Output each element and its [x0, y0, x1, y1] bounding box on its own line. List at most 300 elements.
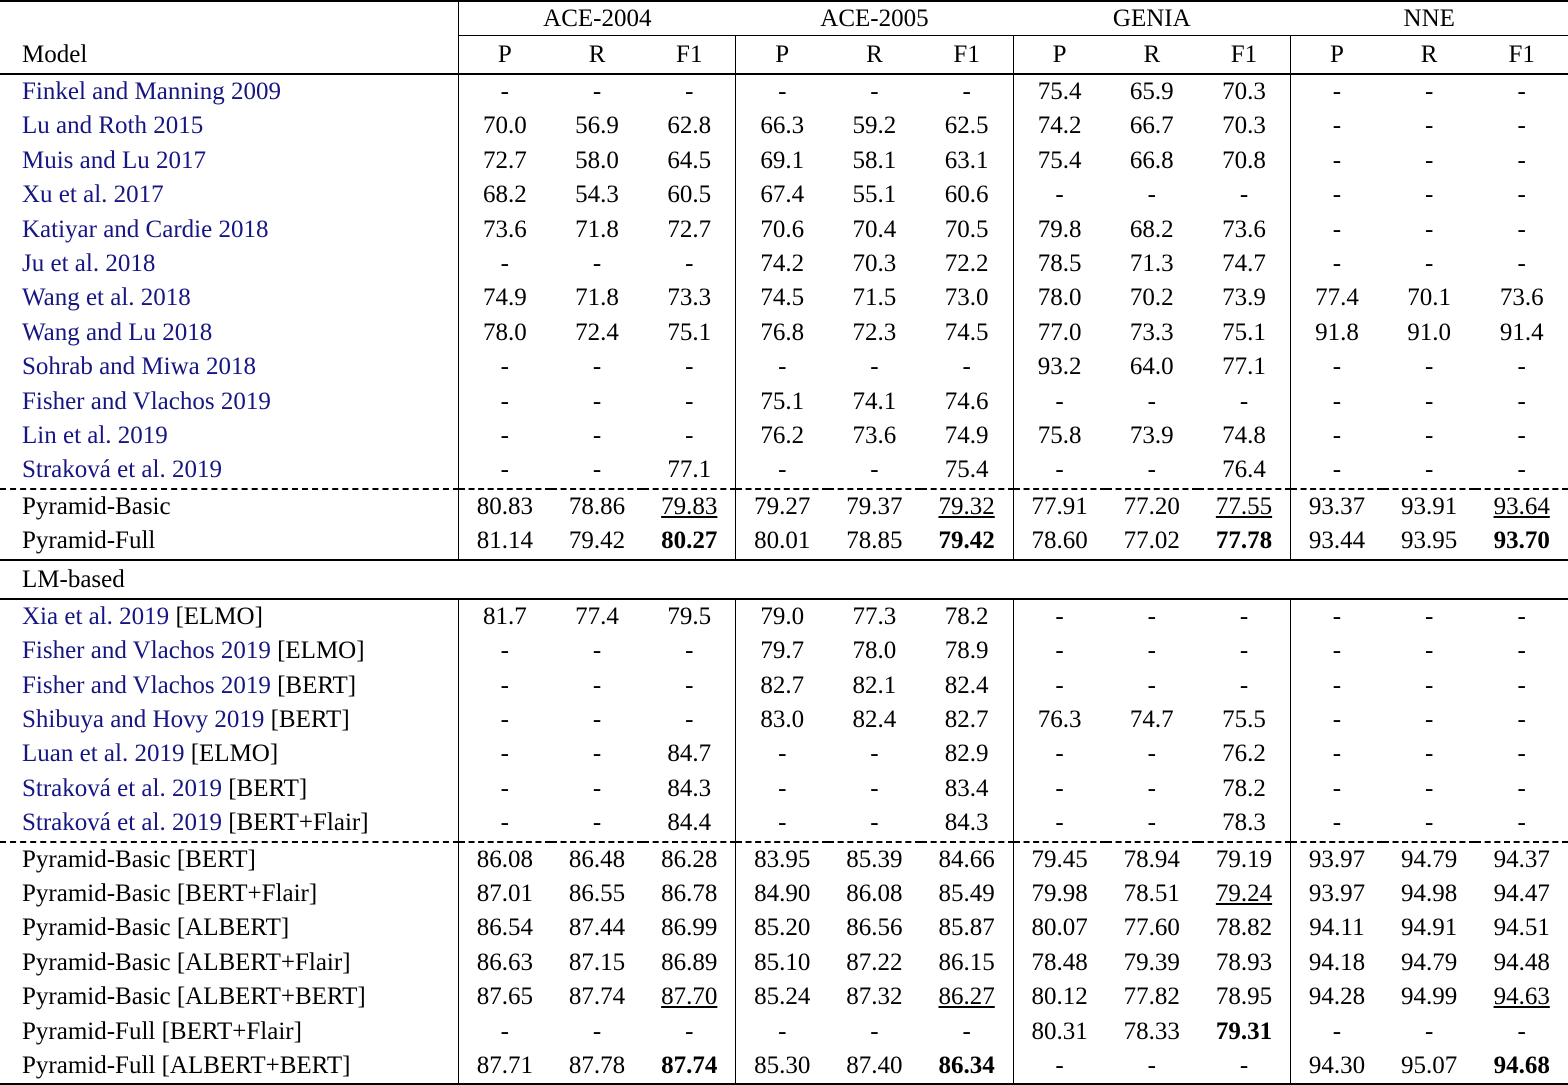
row-model-label: [0, 247, 458, 281]
metric-cell: -: [1517, 181, 1526, 209]
metric-cell: 85.20: [736, 911, 828, 945]
model-name: Ju et al. 2018: [22, 250, 156, 278]
metric-cell: 66.7: [1129, 112, 1174, 140]
metric-cell: -: [592, 740, 602, 768]
metric-cell: 94.30: [1290, 1049, 1382, 1084]
metric-cell: 82.9: [944, 740, 989, 768]
column-header-genia-p: P: [1013, 36, 1105, 75]
metric-cell: -: [736, 453, 828, 488]
table-row: [0, 1015, 1568, 1049]
metric-cell: 73.6: [458, 213, 550, 247]
metric-cell: -: [870, 809, 879, 837]
metric-cell: 79.45: [1013, 842, 1105, 877]
model-embedding-tag: [BERT+Flair]: [221, 809, 369, 837]
row-model-label: [0, 489, 458, 524]
metric-cell: -: [1517, 215, 1526, 243]
metric-cell: 85.10: [736, 946, 828, 980]
model-embedding-tag: [ELMO]: [184, 740, 279, 768]
metric-cell: 86.89: [661, 948, 718, 976]
metric-cell: 80.31: [1013, 1015, 1105, 1049]
metric-cell: -: [1424, 671, 1434, 699]
metric-cell: 76.3: [1013, 703, 1105, 737]
metric-cell: [1198, 877, 1290, 911]
metric-cell: -: [1106, 1049, 1198, 1084]
metric-cell: 87.40: [828, 1049, 920, 1084]
metric-cell: [1475, 980, 1568, 1014]
best-value: 80.27: [661, 527, 718, 555]
metric-cell: 87.65: [458, 980, 550, 1014]
metric-cell: 79.19: [1198, 842, 1290, 877]
metric-cell: -: [592, 78, 602, 105]
metric-cell: 85.39: [828, 842, 920, 877]
metric-cell: 62.8: [667, 112, 712, 140]
best-value: 87.74: [661, 1051, 718, 1079]
metric-cell: 87.32: [846, 983, 903, 1011]
row-model-label: [0, 281, 458, 315]
table-row: [0, 946, 1568, 980]
model-embedding-tag: [BERT]: [221, 774, 308, 802]
best-value: 79.42: [938, 527, 995, 555]
metric-cell: 77.1: [1222, 353, 1266, 381]
table-row: [0, 281, 1568, 315]
metric-cell: 64.0: [1129, 353, 1174, 381]
metric-cell: -: [1147, 602, 1156, 630]
metric-cell: -: [1147, 181, 1156, 209]
metric-cell: 82.4: [852, 705, 897, 733]
row-model-label: [0, 946, 458, 980]
metric-cell: -: [1517, 387, 1526, 415]
second-best-value: 93.64: [1493, 492, 1550, 520]
metric-cell: 72.7: [667, 215, 712, 243]
metric-cell: 86.08: [458, 842, 550, 877]
metric-cell: 77.1: [667, 456, 712, 484]
section-header-row: [0, 560, 1568, 599]
metric-cell: 78.51: [1123, 879, 1180, 907]
metric-cell: 79.37: [828, 489, 920, 524]
column-header-ace2004-r: R: [551, 36, 643, 75]
metric-cell: 79.8: [1013, 213, 1105, 247]
metric-cell: -: [458, 453, 550, 488]
metric-cell: 67.4: [736, 178, 828, 212]
metric-cell: 78.0: [852, 637, 897, 665]
metric-cell: -: [1013, 385, 1105, 419]
row-model-label: [0, 806, 458, 841]
metric-cell: 86.48: [551, 842, 643, 877]
metric-cell: 59.2: [852, 112, 897, 140]
metric-cell: 75.5: [1222, 705, 1266, 733]
metric-cell: 74.5: [736, 281, 828, 315]
metric-cell: -: [1198, 1049, 1290, 1084]
metric-cell: -: [1239, 387, 1249, 415]
metric-cell: -: [1290, 178, 1382, 212]
metric-cell: -: [962, 353, 971, 381]
metric-cell: -: [458, 737, 550, 771]
metric-cell: 77.60: [1123, 914, 1180, 942]
metric-cell: 77.91: [1013, 489, 1105, 524]
metric-cell: 71.8: [575, 284, 619, 312]
metric-cell: -: [592, 705, 602, 733]
group-header-ace-2004: ACE-2004: [458, 1, 735, 36]
metric-cell: [1198, 1015, 1290, 1049]
metric-cell: -: [592, 422, 602, 450]
metric-cell: 86.99: [661, 914, 718, 942]
metric-cell: 78.2: [1222, 774, 1266, 802]
row-model-label: [0, 1049, 458, 1084]
row-model-label: [0, 703, 458, 737]
metric-cell: 62.5: [944, 112, 989, 140]
metric-cell: -: [1517, 112, 1526, 140]
model-name: Shibuya and Hovy 2019: [22, 705, 265, 733]
metric-cell: -: [736, 737, 828, 771]
table-row: [0, 877, 1568, 911]
metric-cell: 86.28: [643, 842, 735, 877]
metric-cell: -: [1424, 146, 1434, 174]
group-header-spacer: [0, 1, 458, 36]
metric-cell: 87.22: [846, 948, 903, 976]
metric-cell: 94.99: [1401, 983, 1458, 1011]
metric-cell: 70.3: [1222, 112, 1266, 140]
metric-cell: -: [1147, 774, 1156, 802]
metric-cell: -: [1147, 671, 1156, 699]
metric-cell: 70.1: [1407, 284, 1452, 312]
table-row: [0, 178, 1568, 212]
metric-cell: -: [1013, 669, 1105, 703]
metric-cell: 87.44: [568, 914, 626, 942]
metric-cell: 79.98: [1013, 877, 1105, 911]
model-name: Sohrab and Miwa 2018: [22, 353, 256, 381]
model-name: Wang and Lu 2018: [22, 318, 213, 346]
metric-cell: [921, 489, 1013, 524]
metric-cell: -: [1290, 1015, 1382, 1049]
metric-cell: -: [1290, 419, 1382, 453]
metric-cell: -: [1517, 809, 1526, 837]
metric-cell: 93.95: [1401, 527, 1458, 555]
metric-cell: 77.4: [1290, 281, 1382, 315]
metric-cell: 73.0: [944, 284, 989, 312]
metric-cell: -: [1424, 637, 1434, 665]
metric-cell: -: [1424, 456, 1434, 484]
row-model-label: [0, 669, 458, 703]
metric-cell: -: [592, 456, 602, 484]
metric-cell: 78.94: [1106, 842, 1198, 877]
metric-cell: 81.7: [458, 599, 550, 634]
metric-cell: -: [1147, 740, 1156, 768]
model-name: Pyramid-Basic [ALBERT+Flair]: [22, 948, 351, 976]
metric-cell: -: [1517, 602, 1526, 630]
metric-cell: -: [870, 456, 879, 484]
metric-cell: 78.3: [1222, 809, 1266, 837]
metric-cell: 78.9: [944, 637, 989, 665]
metric-header-row: [0, 36, 1568, 75]
best-value: 77.78: [1215, 527, 1273, 555]
model-name: Fisher and Vlachos 2019: [22, 671, 271, 699]
metric-cell: 93.97: [1290, 842, 1382, 877]
metric-cell: -: [458, 385, 550, 419]
metric-cell: 94.37: [1475, 842, 1568, 877]
metric-cell: -: [1290, 634, 1382, 668]
metric-cell: [1198, 524, 1290, 559]
model-name: Straková et al. 2019: [22, 809, 222, 837]
metric-cell: 94.47: [1493, 879, 1550, 907]
metric-cell: -: [1517, 1017, 1526, 1045]
metric-cell: 77.02: [1123, 527, 1180, 555]
metric-cell: 78.95: [1215, 983, 1273, 1011]
metric-cell: -: [1517, 422, 1526, 450]
metric-cell: 56.9: [575, 112, 619, 140]
metric-cell: -: [458, 350, 550, 384]
metric-cell: -: [592, 387, 602, 415]
best-value: 94.68: [1493, 1051, 1550, 1079]
metric-cell: -: [1290, 144, 1382, 178]
metric-cell: [1198, 489, 1290, 524]
second-best-value: 94.63: [1493, 983, 1550, 1011]
group-header-ace-2005: ACE-2005: [736, 1, 1013, 36]
metric-cell: 87.74: [568, 983, 626, 1011]
metric-cell: -: [1290, 213, 1382, 247]
metric-cell: 84.3: [667, 774, 712, 802]
model-embedding-tag: [BERT]: [270, 671, 357, 699]
metric-cell: 87.15: [568, 948, 626, 976]
metric-cell: 74.5: [944, 318, 989, 346]
column-header-ace2004-p: P: [458, 36, 550, 75]
metric-cell: -: [736, 772, 828, 806]
metric-cell: [921, 1049, 1013, 1084]
table-row: [0, 737, 1568, 771]
model-name: Lin et al. 2019: [22, 422, 168, 450]
metric-cell: 94.98: [1401, 879, 1458, 907]
metric-cell: -: [1013, 634, 1105, 668]
metric-cell: 94.79: [1401, 948, 1458, 976]
metric-cell: [1475, 489, 1568, 524]
table-row: [0, 453, 1568, 488]
table-row: [0, 109, 1568, 143]
model-embedding-tag: [ELMO]: [270, 637, 365, 665]
second-best-value: 79.83: [661, 492, 718, 520]
column-header-genia-f1: F1: [1198, 36, 1290, 75]
metric-cell: 83.95: [736, 842, 828, 877]
metric-cell: 80.83: [458, 489, 550, 524]
metric-cell: 74.2: [736, 247, 828, 281]
model-name: Muis and Lu 2017: [22, 146, 207, 174]
metric-cell: -: [1517, 456, 1526, 484]
metric-cell: 84.90: [736, 877, 828, 911]
metric-cell: -: [1424, 353, 1434, 381]
metric-cell: -: [1424, 422, 1434, 450]
metric-cell: 75.8: [1013, 419, 1105, 453]
row-model-label: [0, 1015, 458, 1049]
metric-cell: 94.28: [1290, 980, 1382, 1014]
row-model-label: [0, 453, 458, 488]
model-name: Wang et al. 2018: [22, 284, 191, 312]
metric-cell: 80.07: [1013, 911, 1105, 945]
row-model-label: [0, 524, 458, 559]
metric-cell: 93.2: [1013, 350, 1105, 384]
model-name: Pyramid-Full: [22, 527, 156, 555]
row-model-label: [0, 599, 458, 634]
table-row: [0, 419, 1568, 453]
metric-cell: 77.20: [1106, 489, 1198, 524]
table-row: [0, 144, 1568, 178]
metric-cell: -: [685, 353, 694, 381]
metric-cell: -: [1517, 353, 1526, 381]
metric-cell: -: [1013, 178, 1105, 212]
metric-cell: 85.87: [938, 914, 995, 942]
group-header-nne: NNE: [1290, 1, 1568, 36]
metric-cell: 64.5: [667, 146, 712, 174]
metric-cell: -: [458, 247, 550, 281]
metric-cell: 58.0: [575, 146, 619, 174]
metric-cell: -: [1239, 637, 1249, 665]
metric-cell: 78.33: [1123, 1017, 1180, 1045]
metric-cell: 78.5: [1013, 247, 1105, 281]
metric-cell: -: [1013, 599, 1105, 634]
metric-cell: 83.4: [944, 774, 989, 802]
model-name: Katiyar and Cardie 2018: [22, 215, 269, 243]
metric-cell: [643, 489, 735, 524]
metric-cell: -: [458, 74, 550, 109]
table-row: [0, 599, 1568, 634]
metric-cell: 74.8: [1222, 422, 1266, 450]
table-row: [0, 1049, 1568, 1084]
metric-cell: -: [685, 387, 694, 415]
metric-cell: 94.18: [1290, 946, 1382, 980]
metric-cell: -: [685, 705, 694, 733]
model-name: Finkel and Manning 2009: [22, 78, 282, 105]
metric-cell: -: [1517, 78, 1526, 105]
model-name: Pyramid-Full [ALBERT+BERT]: [22, 1051, 351, 1079]
metric-cell: 78.0: [1013, 281, 1105, 315]
row-model-label: [0, 877, 458, 911]
metric-cell: 76.8: [736, 316, 828, 350]
table-row: [0, 842, 1568, 877]
metric-cell: 82.7: [736, 669, 828, 703]
metric-cell: 71.8: [575, 215, 619, 243]
metric-cell: -: [1147, 637, 1156, 665]
row-model-label: [0, 737, 458, 771]
table-body: [0, 74, 1568, 1084]
metric-cell: 79.27: [736, 489, 828, 524]
metric-cell: 70.2: [1129, 284, 1174, 312]
metric-cell: [643, 524, 735, 559]
metric-cell: 58.1: [852, 146, 897, 174]
metric-cell: -: [736, 1015, 828, 1049]
metric-cell: -: [1290, 453, 1382, 488]
metric-cell: -: [1013, 737, 1105, 771]
metric-cell: 71.5: [852, 284, 897, 312]
metric-cell: 76.2: [736, 419, 828, 453]
row-model-label: [0, 109, 458, 143]
metric-cell: 72.3: [852, 318, 897, 346]
metric-cell: 73.3: [667, 284, 712, 312]
metric-cell: -: [870, 353, 879, 381]
metric-cell: 94.51: [1493, 914, 1550, 942]
metric-cell: 77.3: [852, 602, 897, 630]
metric-cell: -: [1517, 705, 1526, 733]
metric-cell: -: [458, 806, 550, 841]
model-name: Pyramid-Basic [BERT]: [22, 845, 256, 873]
metric-cell: [643, 1049, 735, 1084]
column-header-ace2005-p: P: [736, 36, 828, 75]
metric-cell: -: [592, 250, 602, 278]
metric-cell: -: [1013, 772, 1105, 806]
metric-cell: 79.42: [568, 527, 626, 555]
second-best-value: 77.55: [1215, 492, 1273, 520]
column-header-ace2004-f1: F1: [643, 36, 735, 75]
metric-cell: 70.8: [1222, 146, 1266, 174]
metric-cell: 73.6: [1499, 284, 1544, 312]
metric-cell: 86.63: [458, 946, 550, 980]
metric-cell: 72.7: [458, 144, 550, 178]
metric-cell: 75.1: [667, 318, 712, 346]
metric-cell: 86.08: [846, 879, 903, 907]
row-model-label: [0, 911, 458, 945]
metric-cell: 60.6: [944, 181, 989, 209]
metric-cell: -: [592, 774, 602, 802]
section-header-label: LM-based: [0, 560, 1568, 599]
metric-cell: 82.7: [944, 705, 989, 733]
metric-cell: 78.48: [1013, 946, 1105, 980]
metric-cell: 86.78: [661, 879, 718, 907]
metric-cell: -: [1424, 602, 1434, 630]
metric-cell: 70.4: [852, 215, 897, 243]
metric-cell: -: [1424, 78, 1434, 105]
model-name: Xia et al. 2019: [22, 602, 170, 630]
metric-cell: -: [1424, 181, 1434, 209]
metric-cell: -: [1290, 772, 1382, 806]
metric-cell: 87.01: [458, 877, 550, 911]
metric-cell: -: [685, 78, 694, 105]
model-name: Pyramid-Full [BERT+Flair]: [22, 1017, 302, 1045]
metric-cell: -: [1290, 74, 1382, 109]
model-name: Pyramid-Basic [ALBERT]: [22, 914, 290, 942]
metric-cell: 75.1: [1222, 318, 1266, 346]
metric-cell: 94.48: [1493, 948, 1550, 976]
metric-cell: [643, 980, 735, 1014]
metric-cell: -: [458, 419, 550, 453]
metric-cell: 94.79: [1383, 842, 1475, 877]
metric-cell: 74.9: [458, 281, 550, 315]
metric-cell: 86.55: [568, 879, 626, 907]
metric-cell: 79.7: [736, 634, 828, 668]
metric-cell: -: [685, 637, 694, 665]
metric-cell: -: [458, 634, 550, 668]
metric-cell: 95.07: [1383, 1049, 1475, 1084]
metric-cell: -: [870, 774, 879, 802]
metric-cell: -: [1290, 806, 1382, 841]
model-name: Pyramid-Basic: [22, 492, 171, 520]
metric-cell: 70.3: [1222, 78, 1266, 105]
metric-cell: -: [1424, 215, 1434, 243]
table-row: [0, 524, 1568, 559]
second-best-value: 79.32: [938, 492, 995, 520]
metric-cell: -: [458, 1015, 550, 1049]
metric-cell: 73.6: [1222, 215, 1266, 243]
table-row: [0, 74, 1568, 109]
metric-cell: 65.9: [1129, 78, 1174, 105]
metric-cell: -: [1290, 247, 1382, 281]
metric-cell: 66.8: [1129, 146, 1174, 174]
metric-cell: -: [592, 1017, 602, 1045]
model-name: Straková et al. 2019: [22, 456, 222, 484]
metric-cell: -: [1290, 669, 1382, 703]
metric-cell: 81.14: [458, 524, 550, 559]
metric-cell: 91.4: [1499, 318, 1544, 346]
metric-cell: 93.91: [1383, 489, 1475, 524]
metric-cell: 78.60: [1013, 524, 1105, 559]
table-row: [0, 634, 1568, 668]
metric-cell: 55.1: [852, 181, 897, 209]
metric-cell: [921, 524, 1013, 559]
